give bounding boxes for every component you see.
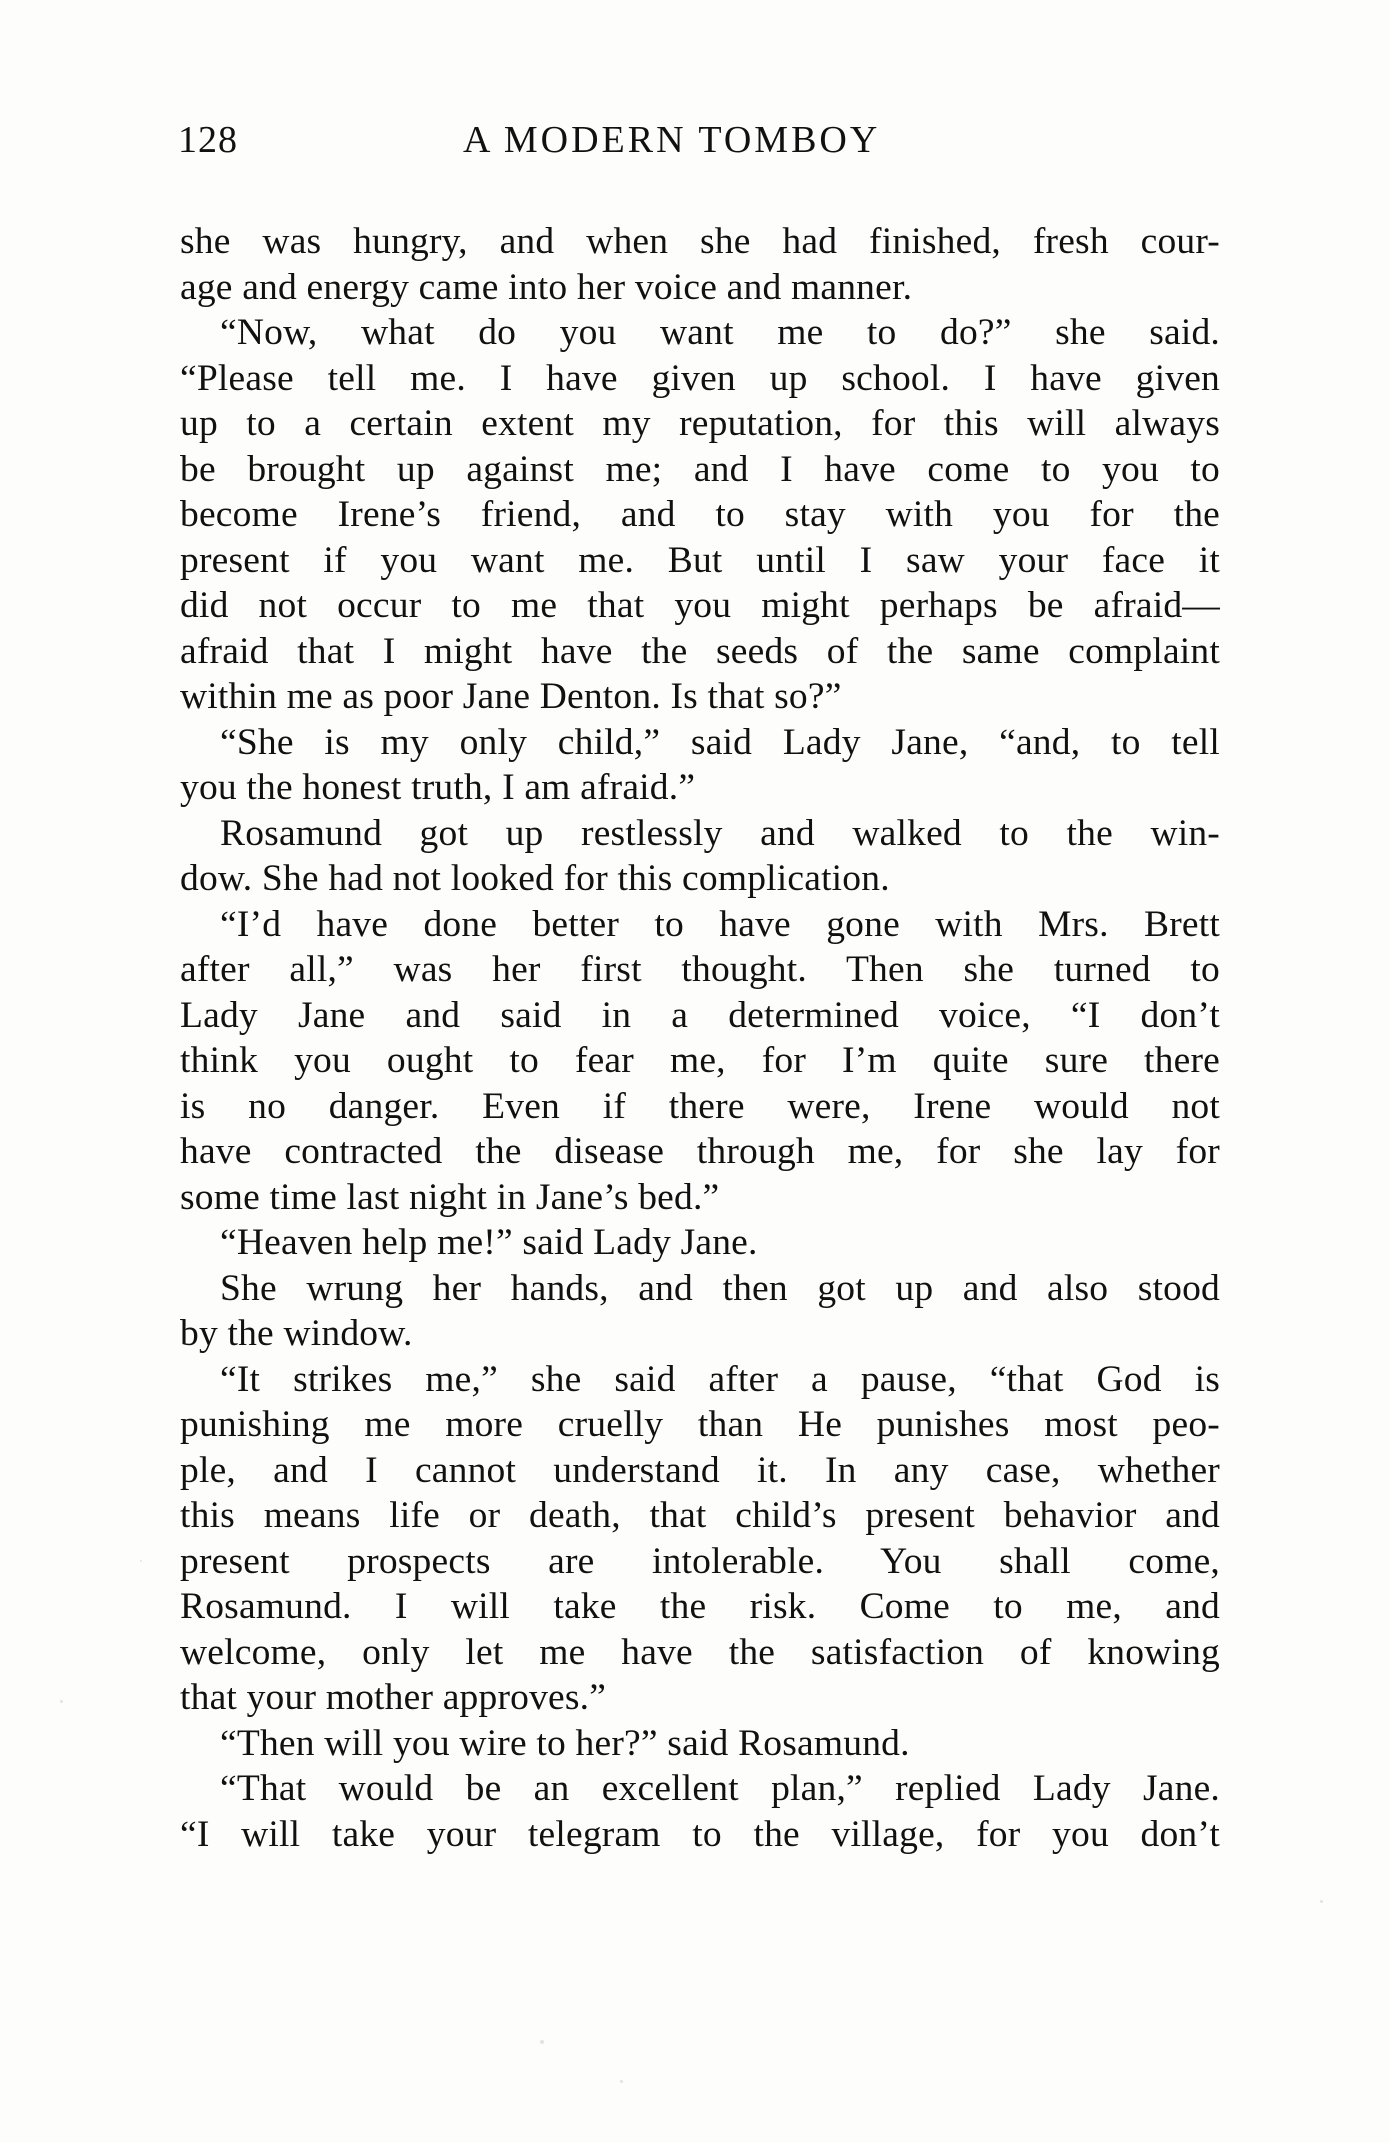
text-line: that your mother approves.” — [180, 1677, 607, 1718]
text-line: some time last night in Jane’s bed.” — [180, 1176, 720, 1218]
text-line: by the window. — [180, 1313, 413, 1354]
text-line: afraid that I might have the seeds of the same complaint — [180, 630, 1220, 672]
text-line: dow. She had not looked for this complication. — [180, 858, 890, 899]
text-line: “She is my only child,” said Lady Jane, “and, to tell — [220, 721, 1220, 763]
text-line: present prospects are intolerable. You shall come, — [180, 1540, 1220, 1582]
paper-speckle — [60, 1700, 63, 1703]
text-line: become Irene’s friend, and to stay with you for the — [180, 494, 1220, 535]
text-line: “It strikes me,” she said after a pause, “that God is — [220, 1358, 1220, 1400]
text-line: she was hungry, and when she had finished, fresh cour- — [180, 221, 1220, 262]
paper-speckle — [140, 1560, 142, 1562]
text-line: “I’d have done better to have gone with Mrs. Brett — [220, 903, 1220, 945]
text-line: up to a certain extent my reputation, for this will always — [180, 403, 1220, 444]
body-text — [180, 219, 1220, 1857]
text-line: Rosamund. I will take the risk. Come to me, and — [180, 1586, 1220, 1627]
text-line: you the honest truth, I am afraid.” — [180, 767, 696, 808]
text-line: welcome, only let me have the satisfaction of knowing — [180, 1631, 1220, 1673]
text-line: “Now, what do you want me to do?” she said. — [220, 312, 1220, 353]
text-line: this means life or death, that child’s present behavior and — [180, 1495, 1220, 1536]
text-line: punishing me more cruelly than He punishes most peo- — [180, 1404, 1220, 1445]
running-header — [178, 118, 1218, 178]
text-line: “Heaven help me!” said Lady Jane. — [220, 1222, 758, 1263]
text-line: be brought up against me; and I have come to you to — [180, 448, 1220, 490]
text-line: after all,” was her first thought. Then she turned to — [180, 949, 1220, 990]
page-number: 128 — [178, 119, 238, 161]
text-line: have contracted the disease through me, for she lay for — [180, 1131, 1220, 1172]
text-line: ple, and I cannot understand it. In any case, whether — [180, 1449, 1220, 1491]
paper-speckle — [540, 2040, 544, 2044]
text-line: age and energy came into her voice and manner. — [180, 266, 913, 308]
text-line: Rosamund got up restlessly and walked to the win- — [220, 812, 1220, 854]
text-line: within me as poor Jane Denton. Is that so?” — [180, 676, 842, 717]
paper-speckle — [1320, 1900, 1323, 1903]
text-line: “That would be an excellent plan,” replied Lady Jane. — [220, 1768, 1220, 1809]
text-line: present if you want me. But until I saw your face it — [180, 539, 1220, 581]
text-line: is no danger. Even if there were, Irene would not — [180, 1085, 1220, 1127]
text-line: “Please tell me. I have given up school. I have given — [180, 357, 1220, 399]
text-line: “I will take your telegram to the village, for you don’t — [180, 1813, 1220, 1855]
paper-speckle — [620, 2080, 623, 2083]
text-line: Lady Jane and said in a determined voice, “I don’t — [180, 994, 1220, 1036]
running-title: A MODERN TOMBOY — [463, 119, 881, 161]
text-line: She wrung her hands, and then got up and also stood — [220, 1267, 1220, 1309]
text-line: did not occur to me that you might perhaps be afraid— — [180, 585, 1220, 626]
text-line: “Then will you wire to her?” said Rosamund. — [220, 1722, 910, 1764]
text-line: think you ought to fear me, for I’m quite sure there — [180, 1040, 1220, 1081]
